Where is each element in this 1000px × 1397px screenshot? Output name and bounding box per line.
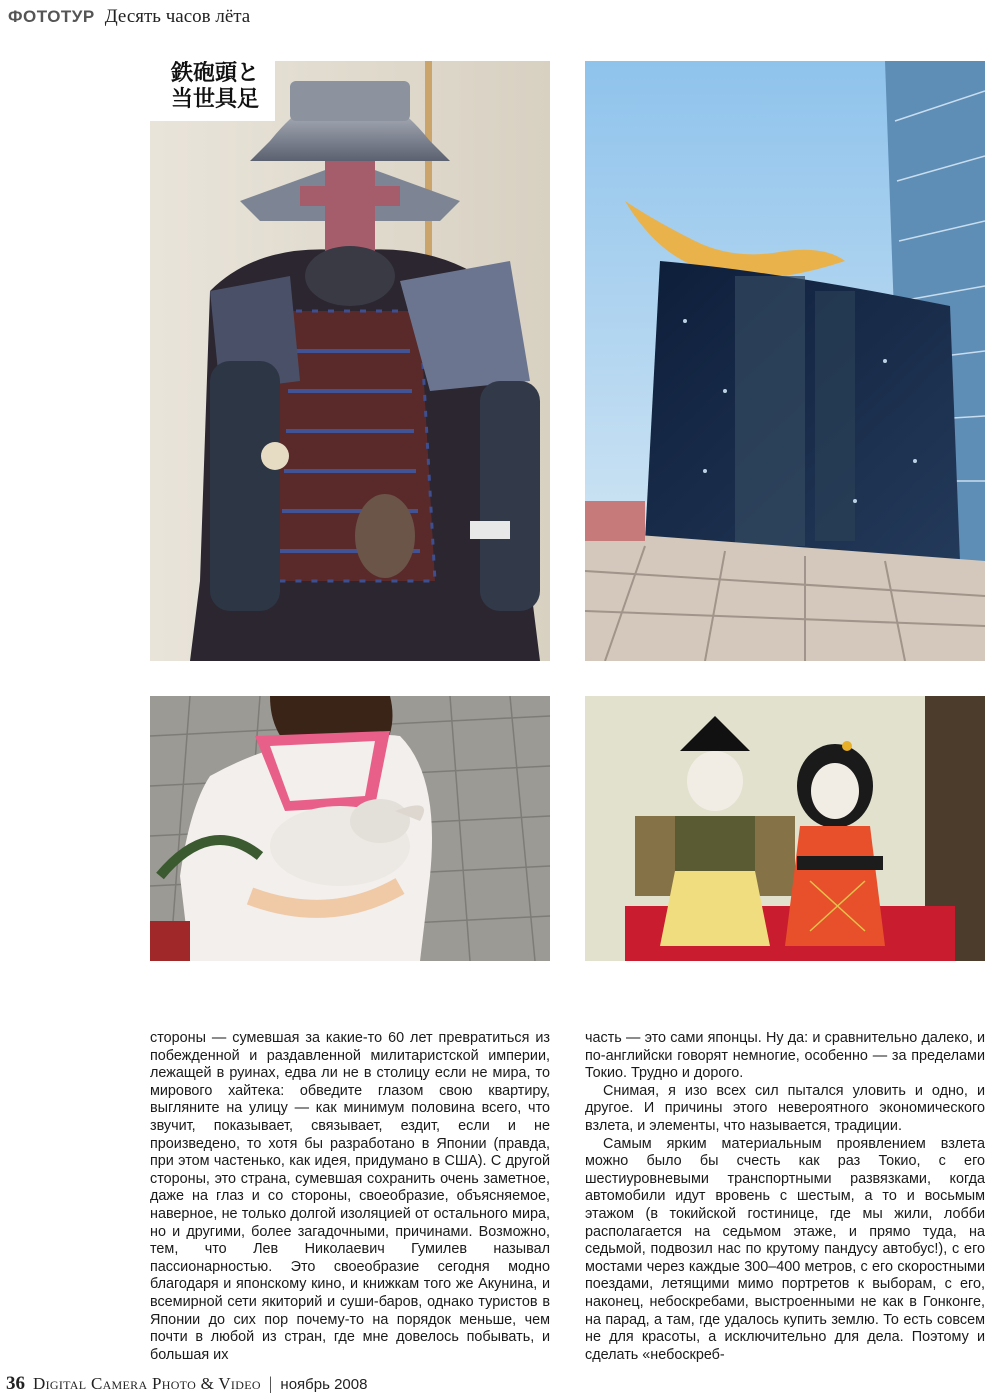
footer-separator: | xyxy=(268,1373,273,1393)
article-paragraph: часть — это сами японцы. Ну да: и сравнительно далеко, и по-английски говорят немногие, особенно — за пределами Токио. Трудно и дорого. xyxy=(585,1030,985,1082)
magazine-name: Digital Camera Photo & Video xyxy=(33,1374,261,1393)
sign-text xyxy=(156,61,274,117)
girl-with-rabbit-photo xyxy=(150,696,550,961)
samurai-armor-photo xyxy=(150,61,550,661)
issue-date: ноябрь 2008 xyxy=(280,1376,368,1393)
page-footer xyxy=(6,1373,367,1395)
article-column-right xyxy=(585,1030,985,1364)
article-paragraph: стороны — сумевшая за какие-то 60 лет превратиться из побежденной и раздавленной милитаристской империи, лежащей в руинах, едва ли не в столицу если не мира, то мирового хайтека: обведите глазом свою квартиру, выгляните на улицу — как минимум половина всего, что звучит, показывает, связывает, ездит, если и не произведено, то хотя бы разработано в Японии (правда, при этом частенько, как идея, придумано в США). С другой стороны, это страна, сумевшая сохранить очень заметное, даже на глаз и со стороны, своеобразие, объясняемое, наверное, не только долгой изоляцией от остального мира, но и другими, более загадочными, причинами. Возможно, тем, что Лев Николаевич Гумилев называл пассионарностью. Это своеобразие сегодня модно благодаря и японскому кино, и книжкам того же Акунина, и всемирной сети якиторий и суши-баров, однако туристов в Японии до сих пор почему-то на порядок меньше, чем почти в любой из стран, где мне довелось побывать, и большая их xyxy=(150,1030,550,1363)
page-header xyxy=(8,6,250,30)
section-label: ФОТОТУР xyxy=(8,7,95,26)
page-number: 36 xyxy=(6,1373,25,1394)
article-paragraph: Самым ярким материальным проявлением взлета можно было бы счесть как раз Токио, с его шестиуровневыми транспортными развязками, когда автомобили идут вровень с шестым, а то и восьмым этажом (в токийской гостинице, где мы жили, лобби располагается на седьмом этаже, и прямо туда, на седьмой, подвозил нас по крутому пандусу автобус!), с его мостами через каждые 300–400 метров, с его скоростными поездами, летящими мимо портретов к выборам, с его, наконец, небоскребами, выстроенными не как в Гонконге, на парад, а там, где удалось купить землю. То есть совсем не для красоты, а исключительно для дела. Поэтому и сделать «небоскреб- xyxy=(585,1135,985,1363)
article-column-left xyxy=(150,1030,550,1364)
sign-line-1: 鉄砲頭と xyxy=(170,61,259,86)
sign-line-2: 当世具足 xyxy=(170,87,259,112)
article-title: Десять часов лёта xyxy=(104,6,251,27)
building-photo xyxy=(585,61,985,661)
article-paragraph: Снимая, я изо всех сил пытался уловить и одно, и другое. И причины этого невероятного экономического взлета, и элементы, что называется, традиции. xyxy=(585,1082,985,1134)
japanese-dolls-photo xyxy=(585,696,985,961)
